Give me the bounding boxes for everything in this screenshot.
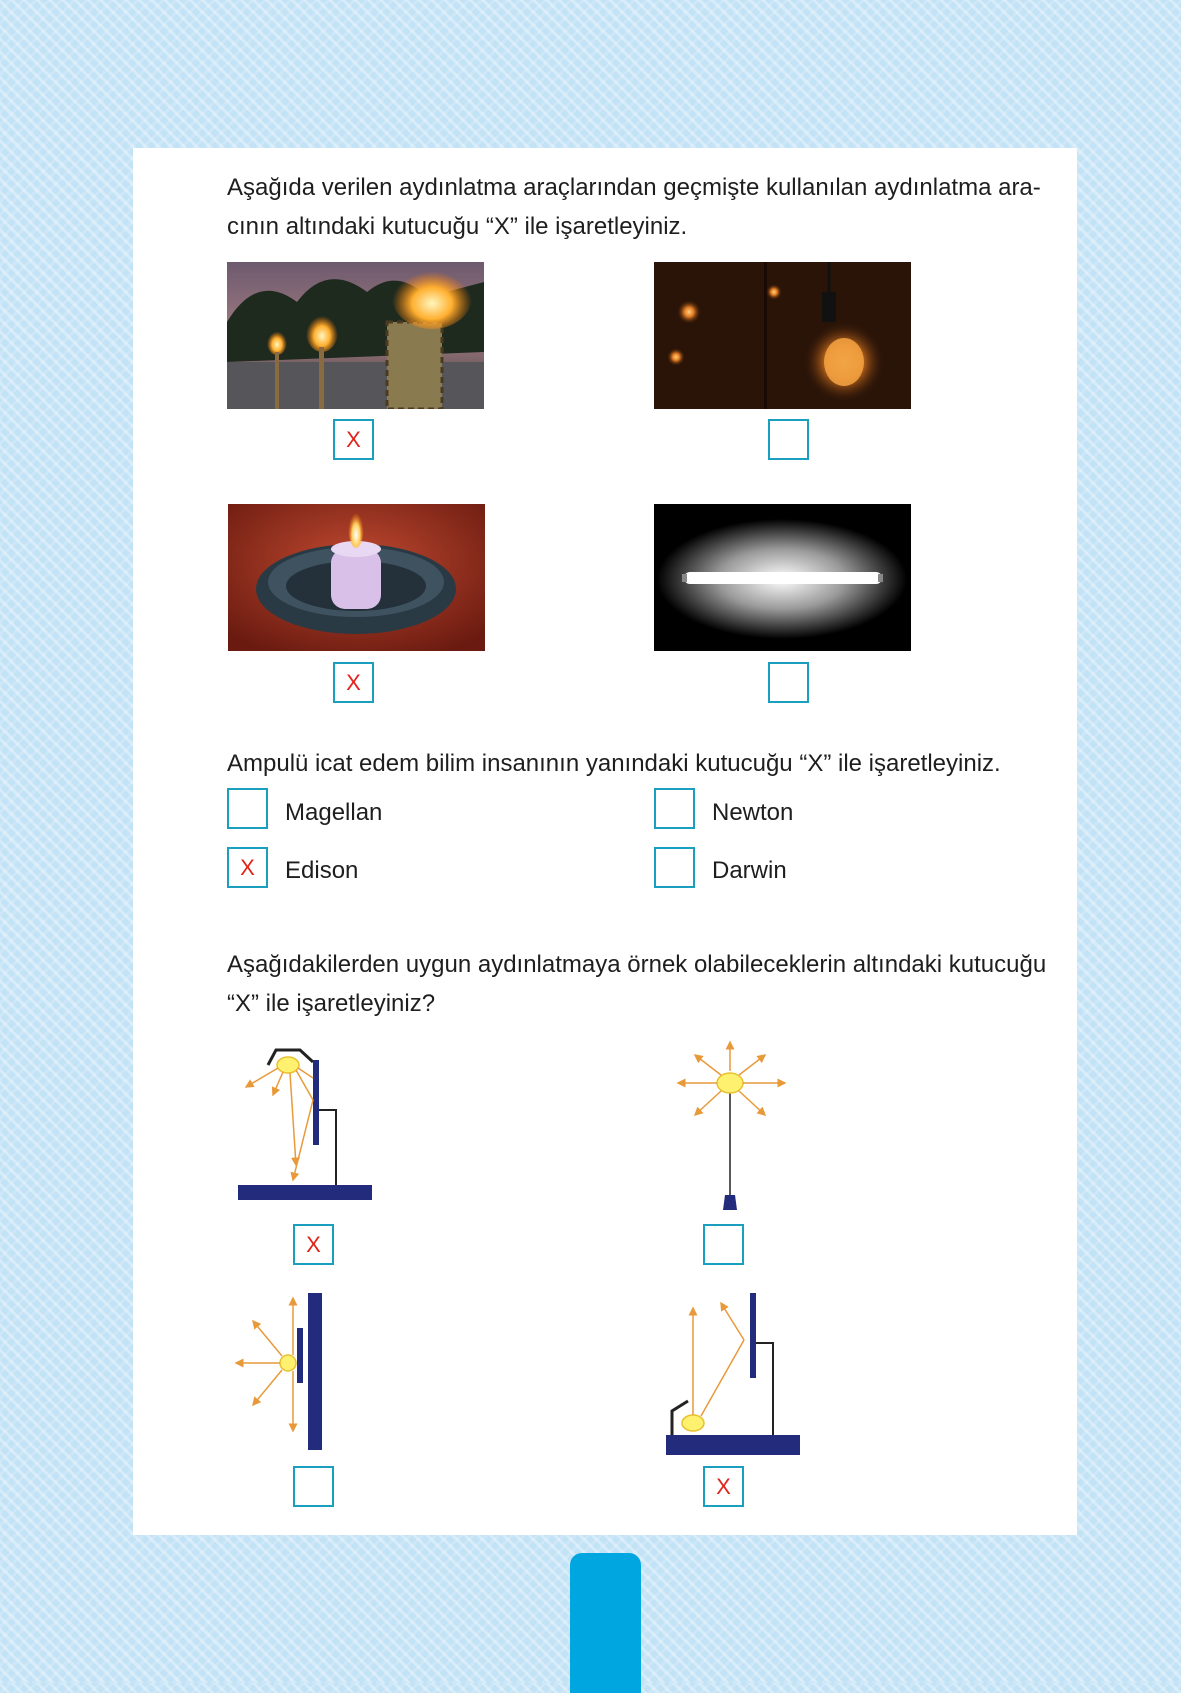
desk-lamp-above-checkbox[interactable]: X (293, 1224, 334, 1265)
page-number-tab (570, 1553, 641, 1693)
fluorescent-tube-checkbox[interactable] (768, 662, 809, 703)
light-bulb-checkbox[interactable] (768, 419, 809, 460)
wall-lamp-checkbox[interactable] (293, 1466, 334, 1507)
worksheet-page (133, 148, 1077, 1535)
question-1-text: Aşağıda verilen aydınlatma araçlarından geçmişte kullanılan aydınlatma aracının altındaki kutucuğu “X” ile işaretleyiniz. (227, 174, 1041, 240)
candle-photo (228, 504, 485, 651)
candle-checkbox[interactable]: X (333, 662, 374, 703)
torch-checkbox[interactable]: X (333, 419, 374, 460)
edison-checkbox[interactable]: X (227, 847, 268, 888)
torch-photo (227, 262, 484, 409)
desk-lamp-below-diagram (666, 1293, 806, 1458)
darwin-checkbox[interactable] (654, 847, 695, 888)
hanging-bulb-diagram (673, 1040, 793, 1210)
magellan-checkbox[interactable] (227, 788, 268, 829)
desk-lamp-above-diagram (238, 1040, 378, 1200)
question-3-text: Aşağıdakilerden uygun aydınlatmaya örnek olabileceklerin altındaki kutucuğu “X” ile işaretleyiniz? (227, 951, 1047, 1017)
fluorescent-tube-photo (654, 504, 911, 651)
darwin-label: Darwin (712, 857, 787, 884)
edison-label: Edison (285, 857, 359, 884)
hanging-bulb-checkbox[interactable] (703, 1224, 744, 1265)
newton-label: Newton (712, 799, 794, 826)
magellan-label: Magellan (285, 799, 383, 826)
desk-lamp-below-checkbox[interactable]: X (703, 1466, 744, 1507)
light-bulb-photo (654, 262, 911, 409)
wall-lamp-diagram (233, 1293, 333, 1453)
newton-checkbox[interactable] (654, 788, 695, 829)
question-2-text: Ampulü icat edem bilim insanının yanındaki kutucuğu “X” ile işaretleyiniz. (227, 750, 1001, 777)
